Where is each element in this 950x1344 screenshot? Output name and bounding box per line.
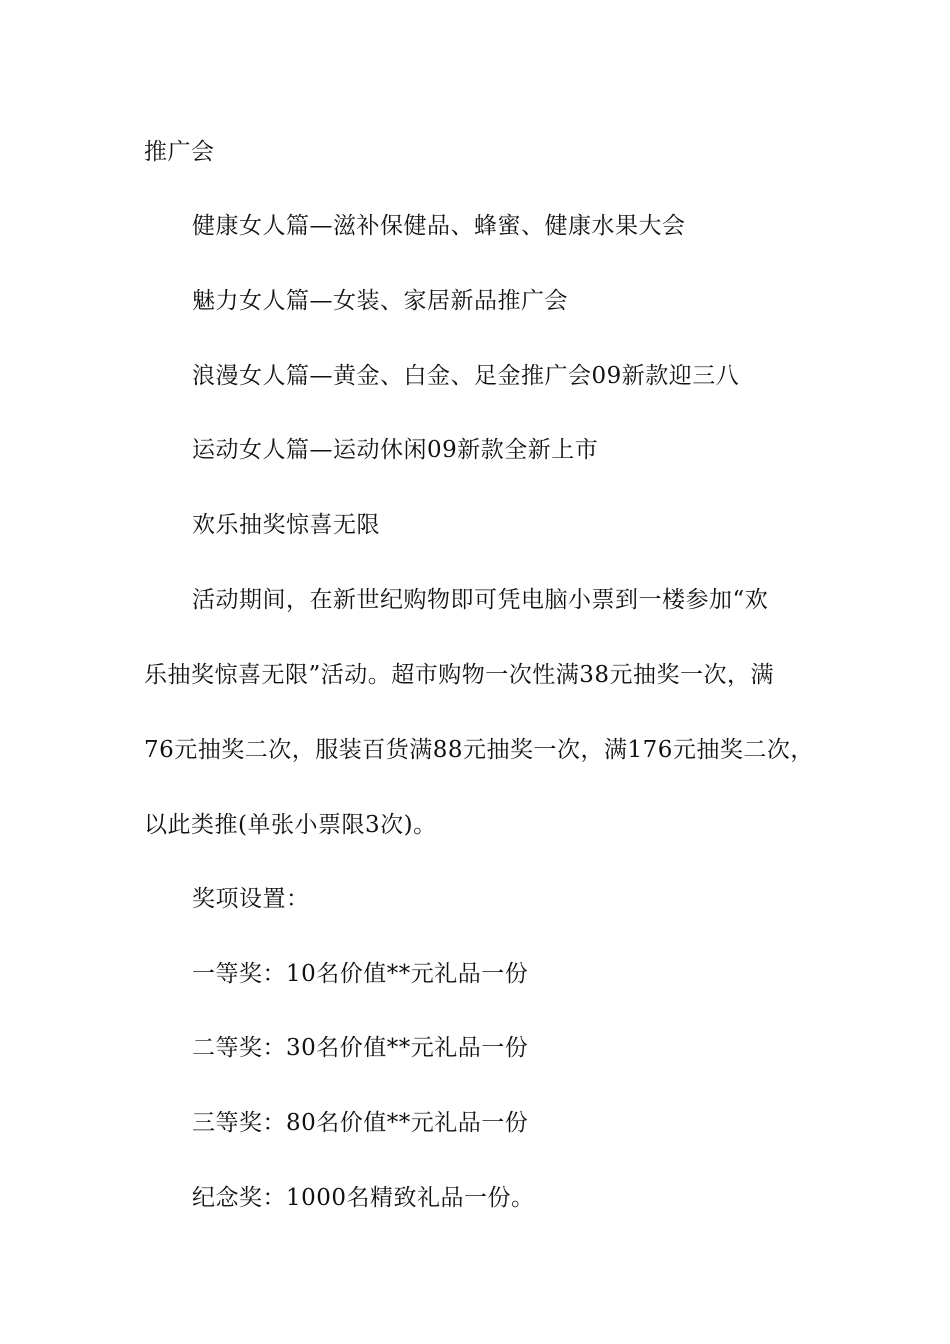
paragraph-line-2: 乐抽奖惊喜无限”活动。超市购物一次性满38元抽奖一次，满 bbox=[144, 662, 775, 688]
section-heading-lottery: 欢乐抽奖惊喜无限 bbox=[192, 512, 380, 538]
text-line-charm-women: 魅力女人篇—女装、家居新品推广会 bbox=[192, 288, 568, 314]
text-line-sport-women: 运动女人篇—运动休闲09新款全新上市 bbox=[192, 437, 599, 463]
prize-settings-heading: 奖项设置： bbox=[192, 886, 310, 912]
prize-second: 二等奖：30名价值**元礼品一份 bbox=[192, 1035, 529, 1061]
paragraph-line-1: 活动期间，在新世纪购物即可凭电脑小票到一楼参加“欢 bbox=[192, 587, 769, 613]
prize-third: 三等奖：80名价值**元礼品一份 bbox=[192, 1110, 529, 1136]
text-line-continuation: 推广会 bbox=[144, 139, 215, 165]
text-line-health-women: 健康女人篇—滋补保健品、蜂蜜、健康水果大会 bbox=[192, 213, 686, 239]
prize-souvenir: 纪念奖：1000名精致礼品一份。 bbox=[192, 1185, 535, 1211]
text-line-romance-women: 浪漫女人篇—黄金、白金、足金推广会09新款迎三八 bbox=[192, 363, 740, 389]
paragraph-line-3: 76元抽奖二次，服装百货满88元抽奖一次，满176元抽奖二次， bbox=[144, 737, 814, 763]
paragraph-line-4: 以此类推(单张小票限3次)。 bbox=[144, 812, 437, 838]
prize-first: 一等奖：10名价值**元礼品一份 bbox=[192, 961, 529, 987]
